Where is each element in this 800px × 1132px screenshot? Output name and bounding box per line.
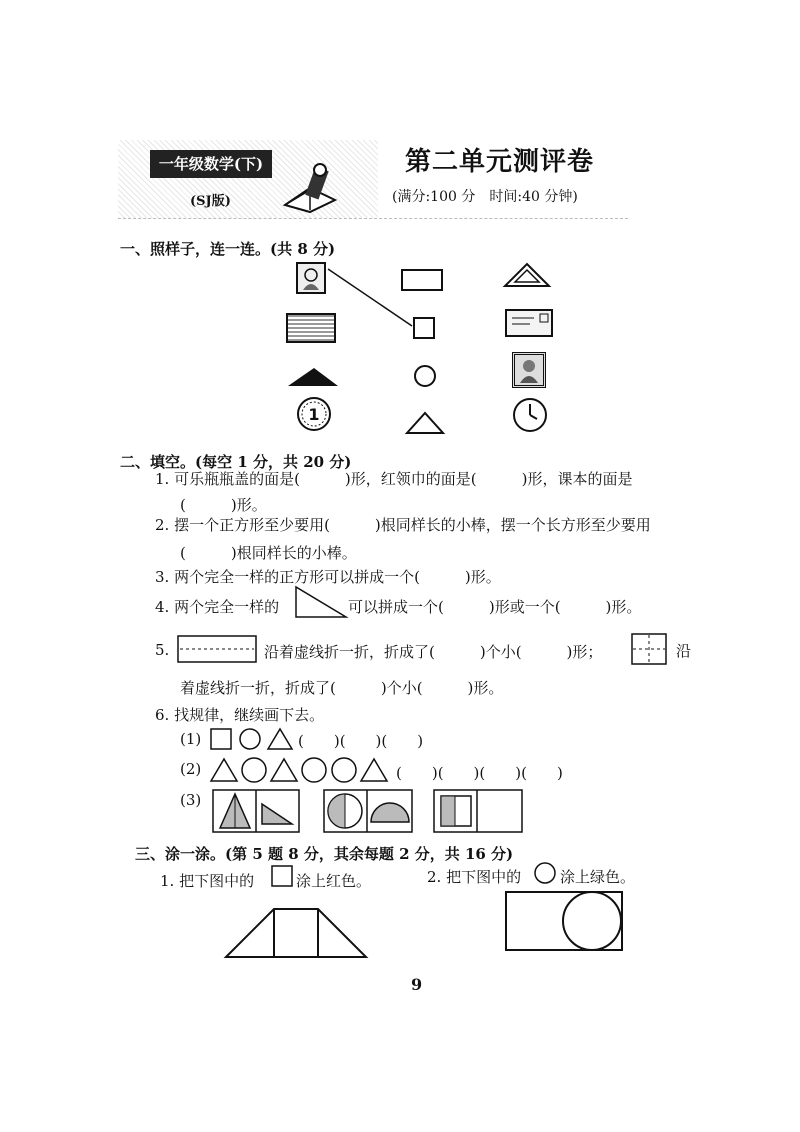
q3-2-b: 涂上绿色。 — [560, 868, 636, 886]
dashed-rectangle-shape — [176, 634, 260, 666]
q2-2-line-a: 2. 摆一个正方形至少要用( )根同样长的小棒，摆一个长方形至少要用 — [155, 516, 651, 534]
q2-5-number: 5. — [155, 641, 170, 659]
q2-6-1-label: (1) — [180, 730, 202, 748]
section-3-title: 三、涂一涂。(第 5 题 8 分，其余每题 2 分，共 16 分) — [135, 845, 514, 863]
section-2-title: 二、填空。(每空 1 分，共 20 分) — [120, 453, 352, 471]
grade-badge-label: 一年级数学(下) — [158, 155, 264, 173]
q3-2-a: 2. 把下图中的 — [427, 868, 522, 886]
q3-1-a: 1. 把下图中的 — [160, 872, 255, 890]
q2-6-1-blanks: ( )( )( ) — [298, 732, 424, 750]
q2-6: 6. 找规律，继续画下去。 — [155, 706, 325, 724]
q2-5-c: 着虚线折一折，折成了( )个小( )形。 — [180, 679, 504, 697]
q2-6-3-label: (3) — [180, 791, 202, 809]
q2-3: 3. 两个完全一样的正方形可以拼成一个( )形。 — [155, 568, 501, 586]
pattern-3-group-1 — [212, 788, 302, 834]
svg-text:1: 1 — [308, 405, 320, 424]
q2-5-a: 沿着虚线折一折，折成了( )个小( )形； — [264, 643, 603, 661]
square-icon — [270, 864, 296, 890]
q3-1-b: 涂上红色。 — [296, 872, 372, 890]
q2-4-b: 可以拼成一个( )形或一个( )形。 — [348, 598, 642, 616]
q2-6-2-blanks: ( )( )( )( ) — [396, 764, 563, 782]
pattern-2-shapes — [208, 755, 398, 785]
page-number: 9 — [411, 975, 423, 994]
edition-label: (SJ版) — [190, 194, 231, 209]
dashed-square-shape — [630, 632, 670, 668]
set-square-icon — [502, 261, 552, 289]
q2-1-line-a: 1. 可乐瓶瓶盖的面是( )形，红领巾的面是( )形，课本的面是 — [155, 470, 633, 488]
clock-icon — [510, 396, 550, 434]
pattern-3-group-3 — [433, 788, 525, 834]
right-triangle-shape — [294, 585, 350, 619]
envelope-icon — [504, 308, 556, 340]
q2-5-b: 沿 — [676, 642, 692, 660]
exam-meta: (满分:100 分 时间:40 分钟) — [392, 189, 578, 205]
page-title: 第二单元测评卷 — [405, 147, 595, 177]
q2-4-a: 4. 两个完全一样的 — [155, 598, 280, 616]
q2-6-2-label: (2) — [180, 760, 202, 778]
q2-2-line-b: ( )根同样长的小棒。 — [180, 544, 357, 562]
section-1-title: 一、照样子，连一连。(共 8 分) — [120, 240, 336, 258]
portrait-stamp-icon — [512, 352, 546, 388]
circle-icon — [532, 860, 560, 888]
trapezoid-figure — [222, 905, 370, 959]
q2-1-line-b: ( )形。 — [180, 496, 267, 514]
pattern-1-shapes — [208, 726, 298, 752]
pattern-3-group-2 — [323, 788, 415, 834]
rectangle-circle-figure — [504, 890, 626, 954]
